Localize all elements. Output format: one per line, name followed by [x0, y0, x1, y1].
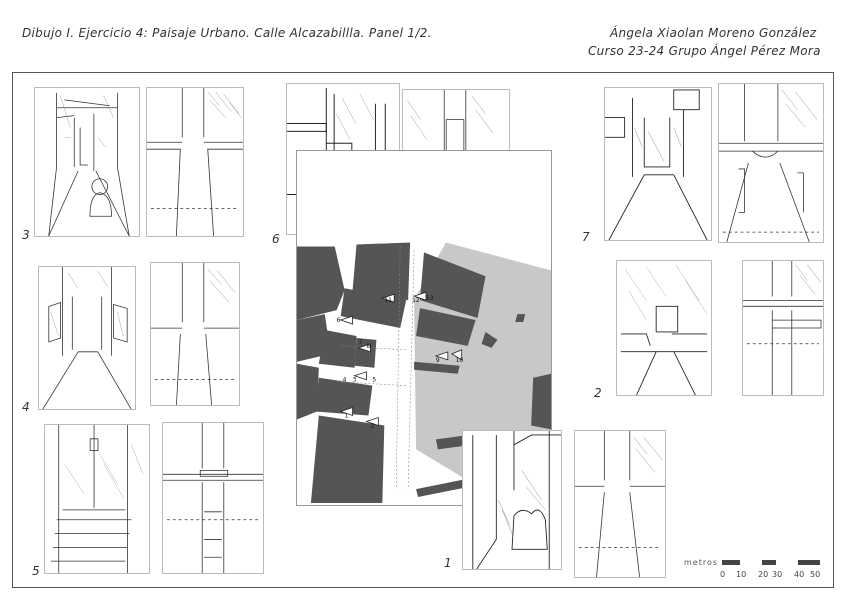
- sketch-perspective-3: [34, 87, 140, 237]
- sketch-perspective-1: [462, 430, 562, 570]
- svg-text:4: 4: [342, 376, 347, 384]
- sketch-plan-5: [162, 422, 264, 574]
- panel-number-2: 2: [594, 386, 602, 400]
- scale-tick: 30: [772, 570, 783, 579]
- sketch-perspective-7: [604, 87, 712, 241]
- sketch-perspective-5: [44, 424, 150, 574]
- svg-text:11: 11: [384, 297, 392, 305]
- panel-number-7: 7: [582, 230, 590, 244]
- svg-text:2: 2: [370, 422, 375, 430]
- sketch-perspective-2: [616, 260, 712, 396]
- sketch-plan-2: [742, 260, 824, 396]
- svg-text:13: 13: [425, 295, 434, 303]
- scale-tick: 50: [810, 570, 821, 579]
- svg-text:12: 12: [412, 297, 420, 305]
- author-name: Ángela Xiaolan Moreno González: [610, 26, 817, 40]
- scale-segment: [722, 560, 740, 565]
- svg-text:6: 6: [336, 317, 341, 325]
- sketch-plan-3: [146, 87, 244, 237]
- scale-tick: 0: [720, 570, 726, 579]
- scale-segment: [762, 560, 776, 565]
- panel-number-3: 3: [22, 228, 30, 242]
- scale-tick: 20: [758, 570, 769, 579]
- svg-text:3: 3: [352, 376, 357, 384]
- scale-title: metros: [684, 558, 719, 567]
- scale-segment: [798, 560, 820, 565]
- sketch-plan-1: [574, 430, 666, 578]
- panel-number-5: 5: [32, 564, 40, 578]
- svg-text:10: 10: [455, 356, 464, 364]
- svg-text:1: 1: [344, 412, 349, 420]
- svg-text:9: 9: [435, 356, 440, 364]
- sketch-plan-7: [718, 83, 824, 243]
- panel-number-1: 1: [444, 556, 452, 570]
- scale-tick: 40: [794, 570, 805, 579]
- scale-bar: [680, 556, 830, 582]
- sketch-plan-4: [150, 262, 240, 406]
- course-info: Curso 23-24 Grupo Ángel Pérez Mora: [588, 44, 821, 58]
- svg-text:7: 7: [358, 338, 363, 346]
- sheet-title: Dibujo I. Ejercicio 4: Paisaje Urbano. Calle Alcazabillla. Panel 1/2.: [22, 26, 432, 40]
- svg-text:5: 5: [372, 376, 377, 384]
- scale-tick: 10: [736, 570, 747, 579]
- panel-number-6: 6: [272, 232, 280, 246]
- sketch-perspective-4: [38, 266, 136, 410]
- panel-number-4: 4: [22, 400, 30, 414]
- svg-text:8: 8: [366, 342, 371, 350]
